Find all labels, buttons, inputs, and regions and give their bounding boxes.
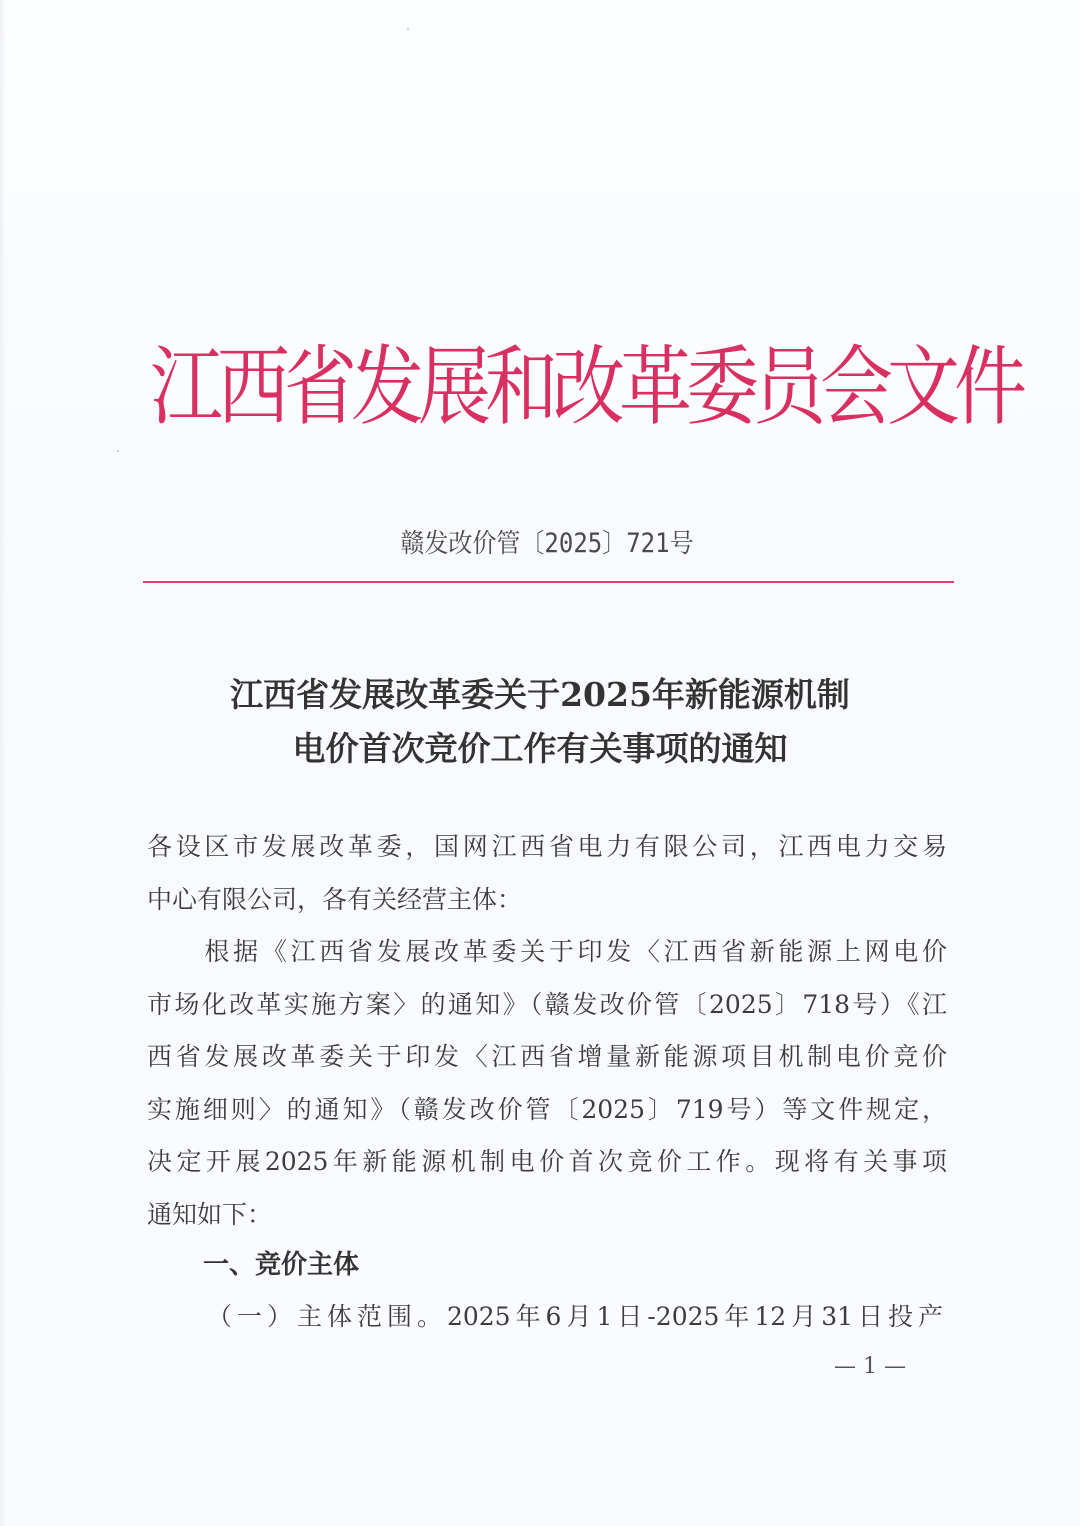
document-number: 赣发改价管〔2025〕721号: [400, 527, 694, 559]
notice-title: [0, 668, 1080, 776]
paragraph-line-2: 市场化改革实施方案〉的通知》（赣发改价管〔2025〕718号）《江: [147, 989, 947, 1019]
paragraph-line-5: 决定开展2025年新能源机制电价首次竞价工作。现将有关事项: [147, 1147, 947, 1176]
paragraph-line-3: 西省发展改革委关于印发〈江西省增量新能源项目机制电价竞价: [147, 1042, 947, 1071]
addressee-line-2: 中心有限公司，各有关经营主体：: [147, 884, 523, 914]
section-heading-bidding-entities: 一、竞价主体: [203, 1250, 360, 1280]
paragraph-line-6: 通知如下：: [147, 1199, 273, 1229]
red-separator-line: [143, 581, 954, 583]
issuer-red-header: 江西省发展和改革委员会文件: [150, 337, 1021, 438]
notice-title-line-2: 电价首次竞价工作有关事项的通知: [292, 729, 788, 768]
paragraph-line-4: 实施细则〉的通知》（赣发改价管〔2025〕719号）等文件规定，: [147, 1094, 947, 1124]
page-number: — 1 —: [834, 1354, 906, 1379]
scan-speck: [407, 28, 409, 30]
notice-title-line-1: 江西省发展改革委关于2025年新能源机制: [230, 675, 850, 714]
addressee-line-1: 各设区市发展改革委，国网江西省电力有限公司，江西电力交易: [147, 832, 947, 861]
scan-speck: [117, 450, 119, 452]
paragraph-line-1: 根据《江西省发展改革委关于印发〈江西省新能源上网电价: [147, 937, 947, 966]
notice-body: [147, 821, 947, 1241]
section-item-scope: （一）主体范围。2025年6月1日-2025年12月31日投产: [207, 1302, 943, 1331]
